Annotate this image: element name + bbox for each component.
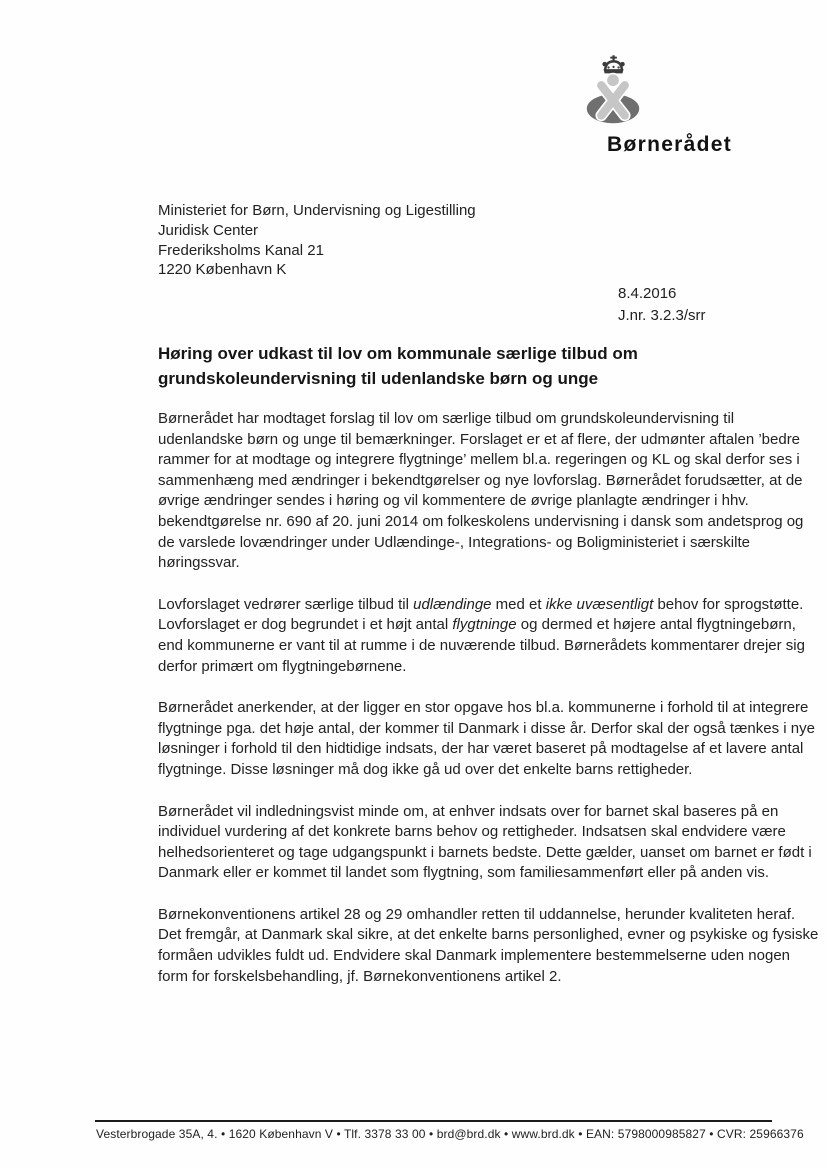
letter-meta [618,283,706,326]
paragraph-2-italic: udlændinge [413,595,492,613]
boernraadet-logo [584,55,642,129]
crown-child-figure-logo-icon [584,55,642,129]
org-name: Børnerådet [607,133,733,156]
subject-line-1: Høring over udkast til lov om kommunale særlige tilbud om [158,344,638,363]
crown-icon [602,55,624,73]
recipient-line-1: Ministeriet for Børn, Undervisning og Ligestilling [158,202,476,219]
paragraph-5: Børnekonventionens artikel 28 og 29 omhandler retten til uddannelse, herunder kvaliteten heraf. Det fremgår, at Danmark skal sikre, at det enkelte barns personlighed, evner og psykiske og fysiske formåen udvikles fuldt ud. Endvidere skal Danmark implementere bestemmelserne uden nogen form for forskelsbehandling, jf. Børnekonventionens artikel 2. [158,905,819,985]
recipient-line-4: 1220 København K [158,261,287,279]
footer-contact-line: Vesterbrogade 35A, 4. • 1620 København V • Tlf. 3378 33 00 • brd@brd.dk • www.brd.dk • EAN: 5798000985827 • CVR: 25966376 [96,1127,804,1141]
subject-heading [158,341,638,391]
letter-date: 8.4.2016 [618,285,677,302]
paragraph-2-segment: behov for sprogstøtte. Lovforslaget er dog begrundet i et højt antal [158,595,804,634]
recipient-line-3: Frederiksholms Kanal 21 [158,241,324,259]
paragraph-3: Børnerådet anerkender, at der ligger en stor opgave hos bl.a. kommunerne i forhold til at integrere flygtninge pga. det høje antal, der kommer til Danmark i disse år. Derfor skal der også tænkes i nye løsninger i forhold til den hidtidige indsats, der har været baseret på modtagelse af et lavere antal flygtninge. Disse løsninger må dog ikke gå ud over det enkelte barns rettigheder. [158,699,815,778]
letter-body [158,409,820,1008]
paragraph-2 [158,595,820,677]
paragraph-1: Børnerådet har modtaget forslag til lov om særlige tilbud om grundskoleundervisning til udenlandske børn og unge til bemærkninger. Forslaget er et af flere, der udmønter aftalen ’bedre rammer for at modtage og integrere flygtninge’ mellem bl.a. regeringen og KL og skal derfor ses i sammenhæng med ændringer i bekendtgørelser og nye lovforslag. Børnerådet forudsætter, at de øvrige ændringer sendes i høring og vil kommentere de øvrige planlagte ændringer i hhv. bekendtgørelse nr. 690 af 20. juni 2014 om folkeskolens undervisning i dansk som andetsprog og de varslede lovændringer under Udlændinge-, Integrations- og Boligministeriet i særskilte høringssvar. [158,410,804,572]
paragraph-4: Børnerådet vil indledningsvist minde om, at enhver indsats over for barnet skal baseres på en individuel vurdering af det konkrete barns behov og rettigheder. Indsatsen skal endvidere være helhedsorienteret og tage udgangspunkt i barnets bedste. Dette gælder, uanset om barnet er født i Danmark eller er kommet til landet som flygtning, som familiesammenført eller på anden vis. [158,802,812,882]
journal-number: J.nr. 3.2.3/srr [618,306,706,324]
paragraph-2-segment: Lovforslaget vedrører særlige tilbud til [158,595,414,613]
paragraph-2-italic: ikke uvæsentligt [545,595,654,613]
paragraph-2-italic: flygtninge [452,616,517,634]
recipient-address [158,201,476,280]
subject-line-2: grundskoleundervisning til udenlandske børn og unge [158,369,599,388]
recipient-line-2: Juridisk Center [158,221,259,239]
child-figure-head [606,74,619,87]
paragraph-2-segment: og dermed et højere antal flygtningebørn, end kommunerne er vant til at rumme i de nuværende tilbud. Børnerådets kommentarer drejer sig derfor primært om flygtningebørnene. [158,616,805,675]
paragraph-2-segment: med et [491,595,546,613]
footer-divider [95,1120,772,1122]
